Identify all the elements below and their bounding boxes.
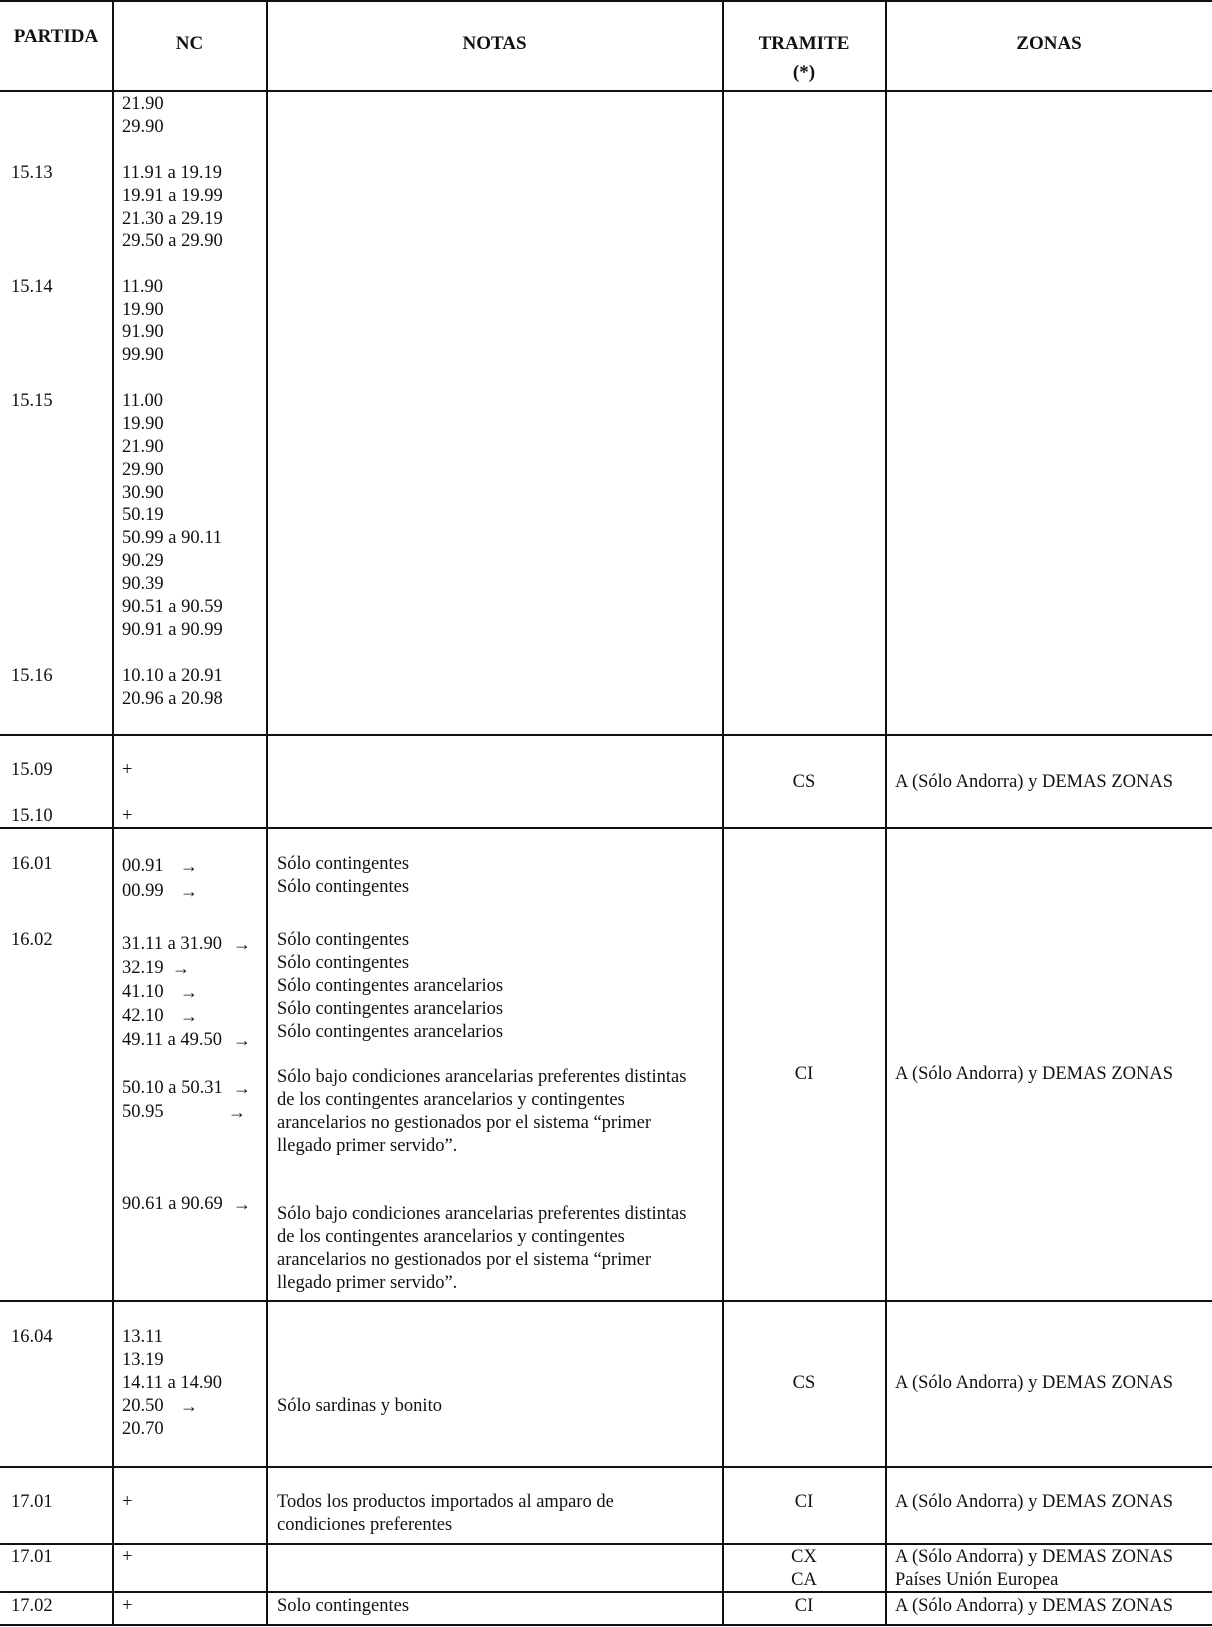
notas-cell: Sólo contingentes arancelarios bbox=[277, 999, 504, 1019]
zonas-cell: A (Sólo Andorra) y DEMAS ZONAS bbox=[895, 1596, 1174, 1616]
tramite-cell: CA bbox=[791, 1570, 817, 1590]
nc-cell: 50.19 bbox=[122, 505, 164, 525]
nc-cell: 90.51 a 90.59 bbox=[122, 597, 223, 617]
arrow-right-icon: → bbox=[180, 881, 198, 901]
column-divider bbox=[112, 0, 114, 1626]
row-divider bbox=[0, 1466, 1212, 1468]
nc-cell: + bbox=[122, 1492, 133, 1512]
nc-cell: 31.11 a 31.90 bbox=[122, 934, 223, 954]
header-nc: NC bbox=[175, 33, 204, 54]
table-border-top bbox=[0, 0, 1212, 2]
nc-cell: 13.11 bbox=[122, 1327, 163, 1347]
zonas-cell: A (Sólo Andorra) y DEMAS ZONAS bbox=[895, 1547, 1174, 1567]
table-border-bottom bbox=[0, 1624, 1212, 1626]
notas-cell: Sólo contingentes arancelarios bbox=[277, 976, 504, 996]
nc-cell: 91.90 bbox=[122, 322, 164, 342]
nc-cell: 11.91 a 19.19 bbox=[122, 163, 223, 183]
notas-cell: Sólo contingentes bbox=[277, 953, 410, 973]
nc-cell: 21.30 a 29.19 bbox=[122, 209, 223, 229]
nc-cell: + bbox=[122, 760, 133, 780]
partida-cell: 16.01 bbox=[11, 854, 53, 874]
tramite-cell: CI bbox=[794, 1064, 814, 1084]
notas-cell: llegado primer servido”. bbox=[277, 1273, 458, 1293]
tramite-cell: CS bbox=[792, 772, 816, 792]
partida-cell: 15.13 bbox=[11, 163, 53, 183]
arrow-right-icon: → bbox=[180, 856, 198, 876]
nc-cell: 00.91 bbox=[122, 856, 164, 876]
notas-cell: de los contingentes arancelarios y contingentes bbox=[277, 1227, 625, 1247]
nc-cell: 41.10 bbox=[122, 982, 164, 1002]
nc-cell: 00.99 bbox=[122, 881, 164, 901]
partida-cell: 17.02 bbox=[11, 1596, 53, 1616]
nc-cell: 21.90 bbox=[122, 437, 164, 457]
nc-cell: 29.90 bbox=[122, 460, 164, 480]
header-partida: PARTIDA bbox=[13, 26, 99, 47]
nc-cell: 19.90 bbox=[122, 300, 164, 320]
notas-cell: Sólo contingentes bbox=[277, 930, 410, 950]
nc-cell: 11.90 bbox=[122, 277, 163, 297]
partida-cell: 15.14 bbox=[11, 277, 53, 297]
notas-cell: Todos los productos importados al amparo de bbox=[277, 1492, 614, 1512]
row-divider bbox=[0, 827, 1212, 829]
column-divider bbox=[266, 0, 268, 1626]
header-tramite: TRAMITE bbox=[758, 33, 850, 54]
notas-cell: condiciones preferentes bbox=[277, 1515, 453, 1535]
tramite-cell: CI bbox=[794, 1492, 814, 1512]
nc-cell: 42.10 bbox=[122, 1006, 164, 1026]
nc-cell: + bbox=[122, 1547, 133, 1567]
nc-cell: 99.90 bbox=[122, 345, 164, 365]
nc-cell: + bbox=[122, 806, 133, 826]
tramite-cell: CX bbox=[791, 1547, 817, 1567]
nc-cell: + bbox=[122, 1596, 133, 1616]
zonas-cell: Países Unión Europea bbox=[895, 1570, 1059, 1590]
zonas-cell: A (Sólo Andorra) y DEMAS ZONAS bbox=[895, 1492, 1174, 1512]
partida-cell: 15.09 bbox=[11, 760, 53, 780]
zonas-cell: A (Sólo Andorra) y DEMAS ZONAS bbox=[895, 1373, 1174, 1393]
nc-cell: 90.61 a 90.69 bbox=[122, 1194, 223, 1214]
nc-cell: 14.11 a 14.90 bbox=[122, 1373, 223, 1393]
nc-cell: 21.90 bbox=[122, 94, 164, 114]
arrow-right-icon: → bbox=[233, 1194, 251, 1214]
zonas-cell: A (Sólo Andorra) y DEMAS ZONAS bbox=[895, 772, 1174, 792]
partida-cell: 16.02 bbox=[11, 930, 53, 950]
partida-cell: 17.01 bbox=[11, 1547, 53, 1567]
notas-cell: Solo contingentes bbox=[277, 1596, 410, 1616]
nc-cell: 19.90 bbox=[122, 414, 164, 434]
notas-cell: Sólo contingentes arancelarios bbox=[277, 1022, 504, 1042]
notas-cell: arancelarios no gestionados por el sistema “primer bbox=[277, 1113, 651, 1133]
row-divider bbox=[0, 1543, 1212, 1545]
zonas-cell: A (Sólo Andorra) y DEMAS ZONAS bbox=[895, 1064, 1174, 1084]
tramite-cell: CS bbox=[792, 1373, 816, 1393]
partida-cell: 16.04 bbox=[11, 1327, 53, 1347]
arrow-right-icon: → bbox=[180, 1006, 198, 1026]
nc-cell: 10.10 a 20.91 bbox=[122, 666, 223, 686]
partida-cell: 17.01 bbox=[11, 1492, 53, 1512]
arrow-right-icon: → bbox=[172, 958, 190, 978]
notas-cell: de los contingentes arancelarios y contingentes bbox=[277, 1090, 625, 1110]
notas-cell: llegado primer servido”. bbox=[277, 1136, 458, 1156]
arrow-right-icon: → bbox=[180, 1396, 198, 1416]
nc-cell: 19.91 a 19.99 bbox=[122, 186, 223, 206]
nc-cell: 30.90 bbox=[122, 483, 164, 503]
arrow-right-icon: → bbox=[233, 1078, 251, 1098]
header-notas: NOTAS bbox=[462, 33, 527, 54]
nc-cell: 29.90 bbox=[122, 117, 164, 137]
header-tramite-note: (*) bbox=[792, 62, 816, 83]
nc-cell: 32.19 bbox=[122, 958, 164, 978]
arrow-right-icon: → bbox=[233, 1030, 251, 1050]
notas-cell: Sólo contingentes bbox=[277, 854, 410, 874]
nc-cell: 49.11 a 49.50 bbox=[122, 1030, 223, 1050]
row-divider bbox=[0, 734, 1212, 736]
nc-cell: 20.70 bbox=[122, 1419, 164, 1439]
partida-cell: 15.15 bbox=[11, 391, 53, 411]
partida-cell: 15.10 bbox=[11, 806, 53, 826]
nc-cell: 20.50 bbox=[122, 1396, 164, 1416]
nc-cell: 11.00 bbox=[122, 391, 163, 411]
arrow-right-icon: → bbox=[233, 934, 251, 954]
nc-cell: 13.19 bbox=[122, 1350, 164, 1370]
nc-cell: 20.96 a 20.98 bbox=[122, 689, 223, 709]
nc-cell: 50.95 bbox=[122, 1102, 164, 1122]
notas-cell: arancelarios no gestionados por el sistema “primer bbox=[277, 1250, 651, 1270]
nc-cell: 90.29 bbox=[122, 551, 164, 571]
notas-cell: Sólo contingentes bbox=[277, 877, 410, 897]
nc-cell: 29.50 a 29.90 bbox=[122, 231, 223, 251]
row-divider bbox=[0, 1300, 1212, 1302]
notas-cell: Sólo sardinas y bonito bbox=[277, 1396, 442, 1416]
column-divider bbox=[885, 0, 887, 1626]
arrow-right-icon: → bbox=[228, 1102, 246, 1122]
notas-cell: Sólo bajo condiciones arancelarias preferentes distintas bbox=[277, 1067, 687, 1087]
arrow-right-icon: → bbox=[180, 982, 198, 1002]
notas-cell: Sólo bajo condiciones arancelarias preferentes distintas bbox=[277, 1204, 687, 1224]
header-divider bbox=[0, 90, 1212, 92]
nc-cell: 50.99 a 90.11 bbox=[122, 528, 223, 548]
nc-cell: 90.39 bbox=[122, 574, 164, 594]
partida-cell: 15.16 bbox=[11, 666, 53, 686]
nc-cell: 50.10 a 50.31 bbox=[122, 1078, 223, 1098]
header-zonas: ZONAS bbox=[1016, 33, 1082, 54]
tramite-cell: CI bbox=[794, 1596, 814, 1616]
nc-cell: 90.91 a 90.99 bbox=[122, 620, 223, 640]
